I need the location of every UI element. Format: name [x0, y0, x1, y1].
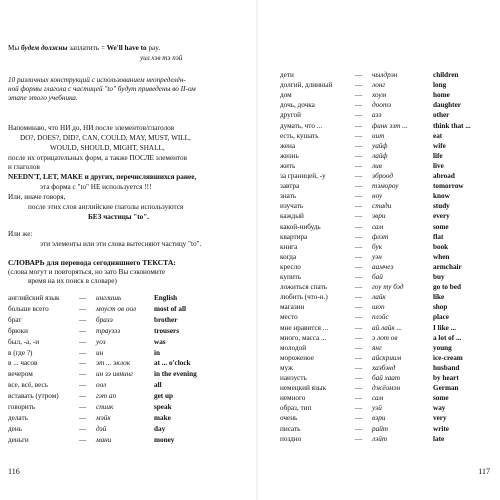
russian-word: жизнь [280, 151, 299, 160]
russian-word: дочь, дочка [280, 101, 315, 110]
dash-separator: — [355, 303, 363, 312]
example-line: эти элементы или эти слова вытесняют частицу "to". [40, 240, 202, 248]
russian-word: день [8, 424, 22, 433]
russian-word: когда [280, 252, 297, 261]
russian-word: поздно [280, 434, 302, 443]
example-label: Или же: [8, 230, 33, 238]
dash-separator: — [355, 212, 363, 221]
english-word: was [154, 337, 166, 346]
transliteration: сам [372, 394, 384, 403]
english-word: German [433, 384, 459, 393]
dash-separator: — [79, 370, 87, 379]
english-word: know [433, 192, 450, 201]
right-page [258, 0, 500, 500]
transliteration: э лот ов [372, 333, 398, 342]
russian-word: все, всё, весь [8, 381, 48, 390]
english-word: brother [154, 315, 178, 324]
transliteration: бай [372, 273, 383, 281]
transliteration: эброод [372, 172, 394, 180]
page-number-right: 117 [478, 467, 490, 476]
para2-line-5: и глаголов [8, 163, 40, 171]
english-word: some [433, 222, 449, 231]
russian-word: завтра [280, 182, 300, 191]
russian-word: очень [280, 414, 298, 423]
russian-word: был, -а, -и [8, 337, 40, 346]
dash-separator: — [355, 121, 363, 130]
transliteration: хоум [372, 91, 387, 100]
dash-separator: — [355, 172, 363, 180]
transliteration: лайф [372, 151, 388, 160]
dash-separator: — [79, 294, 87, 302]
english-word: buy [433, 273, 445, 281]
dash-separator: — [355, 161, 363, 170]
intro-ru-c: заплатить [67, 44, 100, 52]
transliteration: тэмороу [372, 182, 399, 191]
russian-word: в (где ?) [8, 348, 33, 357]
english-word: abroad [433, 172, 455, 180]
russian-word: брюки [8, 326, 28, 335]
english-word: a lot of ... [433, 333, 462, 342]
dash-separator: — [355, 363, 363, 372]
transliteration: ноу [372, 192, 383, 201]
transliteration: оол [96, 381, 107, 390]
page-number-left: 116 [8, 467, 20, 476]
transliteration: райт [372, 424, 388, 433]
dash-separator: — [355, 333, 363, 342]
russian-word: образ, тип [280, 404, 312, 413]
transliteration: янг [372, 343, 382, 352]
transliteration: ай лайк ... [372, 323, 402, 332]
transliteration: траузэз [96, 326, 121, 335]
dash-separator: — [355, 71, 363, 79]
dash-separator: — [355, 384, 363, 393]
para2-line-9: после этих слов английские глаголы используются [28, 203, 184, 211]
dash-separator: — [355, 293, 363, 302]
russian-word: молодой [280, 343, 307, 352]
english-word: book [433, 242, 449, 251]
russian-word: долгий, длинный [280, 81, 333, 90]
para2-line-10: БЕЗ частицы "to". [88, 213, 150, 221]
dash-separator: — [355, 353, 363, 362]
russian-word: любить (что-н.) [280, 293, 328, 302]
english-word: children [433, 71, 459, 79]
russian-word: немецкий язык [280, 384, 327, 393]
transliteration: сам [372, 222, 384, 231]
russian-word: кресло [280, 262, 301, 271]
transliteration: плэйс [372, 313, 389, 322]
english-word: most of all [154, 304, 186, 313]
intro-translit: уил хэв тэ пэй [140, 54, 183, 62]
english-word: trousers [154, 326, 180, 335]
transliteration: гэт ап [96, 392, 117, 401]
english-word: young [433, 343, 452, 352]
dash-separator: — [355, 101, 363, 110]
para1-line-3: этапе этого учебника. [8, 94, 78, 102]
transliteration: бай хаат [372, 374, 401, 382]
russian-word: изучать [280, 202, 304, 211]
dash-separator: — [355, 394, 363, 403]
dash-separator: — [79, 413, 87, 422]
dash-separator: — [355, 313, 363, 322]
english-word: when [433, 252, 450, 261]
para1-line-1: 10 различных конструкций с использованием неопределён- [8, 76, 186, 84]
dash-separator: — [355, 192, 363, 201]
dash-separator: — [355, 434, 363, 443]
english-word: write [433, 424, 449, 433]
dash-separator: — [355, 374, 363, 382]
dash-separator: — [355, 262, 363, 271]
transliteration: ин зэ ивнинг [96, 370, 133, 379]
russian-word: дети [280, 71, 294, 79]
transliteration: гоу ту бэд [372, 283, 404, 292]
dash-separator: — [79, 392, 87, 401]
para2-line-8: Или, иначе говоря, [8, 193, 66, 201]
transliteration: лив [372, 161, 382, 170]
russian-word: муж [280, 363, 294, 372]
transliteration: мани [96, 435, 112, 444]
english-word: think that ... [433, 121, 471, 130]
english-word: get up [154, 392, 173, 401]
english-word: flat [433, 232, 444, 241]
para2-line-6: NEEDN'T, LET, MAKE и других, перечислявшихся ранее, [8, 173, 197, 181]
transliteration: лонг [372, 81, 386, 90]
transliteration: ин [96, 348, 104, 357]
dash-separator: — [79, 348, 87, 357]
english-word: late [433, 434, 445, 443]
english-word: in the evening [154, 370, 197, 379]
para2-line-1: Напоминаю, что НИ до, НИ после элементов/глаголов [8, 124, 175, 132]
transliteration: вэри [372, 414, 386, 423]
transliteration: брaзэ [96, 315, 113, 324]
dictionary-subtitle-1: (слова могут и повторяться, но зато Вы сэкономите [8, 268, 166, 276]
russian-word: каждый [280, 212, 304, 221]
dash-separator: — [355, 222, 363, 231]
para2-line-4: после их отрицательных форм, а также ПОСЛЕ элементов [8, 154, 188, 162]
english-word: place [433, 313, 449, 322]
russian-word: другой [280, 111, 301, 120]
dictionary-title: СЛОВАРЬ для перевода сегодняшнего ТЕКСТА: [8, 258, 176, 267]
english-word: ice-cream [433, 353, 463, 362]
transliteration: финк зэт ... [372, 121, 408, 130]
transliteration: уайф [372, 141, 388, 150]
transliteration: чылдрэн [372, 71, 398, 79]
russian-word: в ... часов [8, 359, 38, 368]
english-word: way [433, 404, 446, 413]
dash-separator: — [79, 359, 87, 368]
dash-separator: — [355, 283, 363, 292]
english-word: other [433, 111, 450, 120]
russian-word: брат [8, 315, 22, 324]
english-word: long [433, 81, 447, 90]
transliteration: аамчеэ [372, 262, 394, 271]
english-word: armchair [433, 262, 462, 271]
para2-line-7: эта форма с "to" НЕ используется !!! [40, 183, 152, 191]
intro-ru-a: Мы [8, 44, 22, 52]
russian-word: наизусть [280, 374, 307, 382]
english-word: eat [433, 131, 443, 140]
russian-word: деньги [8, 435, 29, 444]
english-word: husband [433, 363, 460, 372]
russian-word: какой-нибудь [280, 222, 321, 231]
dash-separator: — [79, 424, 87, 433]
english-word: I like ... [433, 323, 456, 332]
dash-separator: — [355, 252, 363, 261]
para2-line-3: WOULD, SHOULD, MIGHT, SHALL, [50, 144, 165, 152]
russian-word: делать [8, 413, 28, 422]
english-word: go to bed [433, 283, 461, 292]
english-word: some [433, 394, 449, 403]
dash-separator: — [355, 242, 363, 251]
english-word: wife [433, 141, 446, 150]
dash-separator: — [355, 343, 363, 352]
transliteration: стади [372, 202, 392, 211]
para1-line-2: ной формы глагола с частицей "to" будут приведены во II-ом [8, 85, 196, 93]
russian-word: немного [280, 394, 306, 403]
russian-word: магазин [280, 303, 305, 312]
english-word: English [154, 294, 178, 302]
transliteration: уоз [96, 337, 106, 346]
dash-separator: — [355, 182, 363, 191]
dash-separator: — [355, 273, 363, 281]
russian-word: жена [280, 141, 296, 150]
english-word: speak [154, 403, 172, 411]
russian-word: вставать (утром) [8, 392, 59, 401]
transliteration: айскриим [372, 353, 402, 362]
english-word: like [433, 293, 445, 302]
dash-separator: — [79, 435, 87, 444]
english-word: make [154, 413, 171, 422]
transliteration: джёомэн [372, 384, 401, 393]
dash-separator: — [355, 131, 363, 140]
transliteration: моуст ов оол [96, 304, 137, 313]
dash-separator: — [79, 337, 87, 346]
dash-separator: — [355, 91, 363, 100]
russian-word: говорить [8, 403, 36, 411]
english-word: in [154, 348, 160, 357]
dash-separator: — [79, 304, 87, 313]
intro-arrow: = [99, 44, 107, 52]
dash-separator: — [355, 141, 363, 150]
intro-sentence [8, 44, 160, 53]
russian-word: жить [280, 161, 296, 170]
transliteration: спиик [96, 403, 114, 411]
english-word: study [433, 202, 450, 211]
intro-en: We'll have to [106, 44, 147, 52]
english-word: home [433, 91, 450, 100]
english-word: day [154, 424, 166, 433]
english-word: all [154, 381, 162, 390]
dash-separator: — [355, 404, 363, 413]
transliteration: хазбэнд [372, 363, 396, 372]
transliteration: инглишь [96, 294, 122, 302]
dash-separator: — [355, 414, 363, 423]
dash-separator: — [355, 81, 363, 90]
russian-word: есть, кушать [280, 131, 319, 140]
english-word: by heart [433, 374, 459, 382]
dash-separator: — [79, 326, 87, 335]
transliteration: уэй [372, 404, 382, 413]
russian-word: квартира [280, 232, 308, 241]
transliteration: бук [372, 242, 383, 251]
transliteration: шоп [372, 303, 385, 312]
dash-separator: — [355, 111, 363, 120]
russian-word: книга [280, 242, 298, 251]
russian-word: английский язык [8, 294, 60, 302]
russian-word: мороженое [280, 353, 314, 362]
transliteration: лайк [372, 293, 386, 302]
dash-separator: — [355, 424, 363, 433]
transliteration: иит [372, 131, 385, 140]
para2-line-2: DO?, DOES?, DID?, CAN, COULD, MAY, MUST, WILL, [20, 134, 191, 142]
russian-word: за границей, -у [280, 172, 326, 180]
english-word: shop [433, 303, 448, 312]
transliteration: дэй [96, 424, 107, 433]
transliteration: флэт [372, 232, 389, 241]
dash-separator: — [355, 202, 363, 211]
dictionary-subtitle-2: время на их поиск в словаре) [28, 277, 117, 285]
english-word: life [433, 151, 443, 160]
transliteration: эври [372, 212, 386, 221]
russian-word: ложиться спать [280, 283, 327, 292]
english-word: live [433, 161, 444, 170]
transliteration: лэйт [372, 434, 388, 443]
transliteration: азэ [372, 111, 382, 120]
russian-word: вечером [8, 370, 33, 379]
english-word: tomorrow [433, 182, 464, 191]
english-word: every [433, 212, 450, 221]
english-word: daughter [433, 101, 461, 110]
dash-separator: — [355, 323, 363, 332]
dash-separator: — [79, 381, 87, 390]
transliteration: мэйк [96, 413, 111, 422]
russian-word: знать [280, 192, 297, 201]
russian-word: купить [280, 273, 302, 281]
russian-word: больше всего [8, 304, 49, 313]
english-word: money [154, 435, 175, 444]
russian-word: думать, что ... [280, 121, 323, 130]
intro-en-tail: pay. [146, 44, 161, 52]
russian-word: писать [280, 424, 301, 433]
dash-separator: — [79, 315, 87, 324]
transliteration: уэн [372, 252, 382, 261]
dash-separator: — [355, 232, 363, 241]
russian-word: много, масса ... [280, 333, 327, 342]
transliteration: эт ... эклок [96, 359, 131, 368]
intro-ru-b: будем должны [21, 44, 68, 52]
english-word: very [433, 414, 447, 423]
transliteration: доотэ [372, 101, 392, 110]
dash-separator: — [79, 403, 87, 411]
russian-word: мне нравится ... [280, 323, 329, 332]
dash-separator: — [355, 151, 363, 160]
russian-word: место [280, 313, 298, 322]
english-word: at ... o'clock [154, 359, 191, 368]
russian-word: дом [280, 91, 292, 100]
